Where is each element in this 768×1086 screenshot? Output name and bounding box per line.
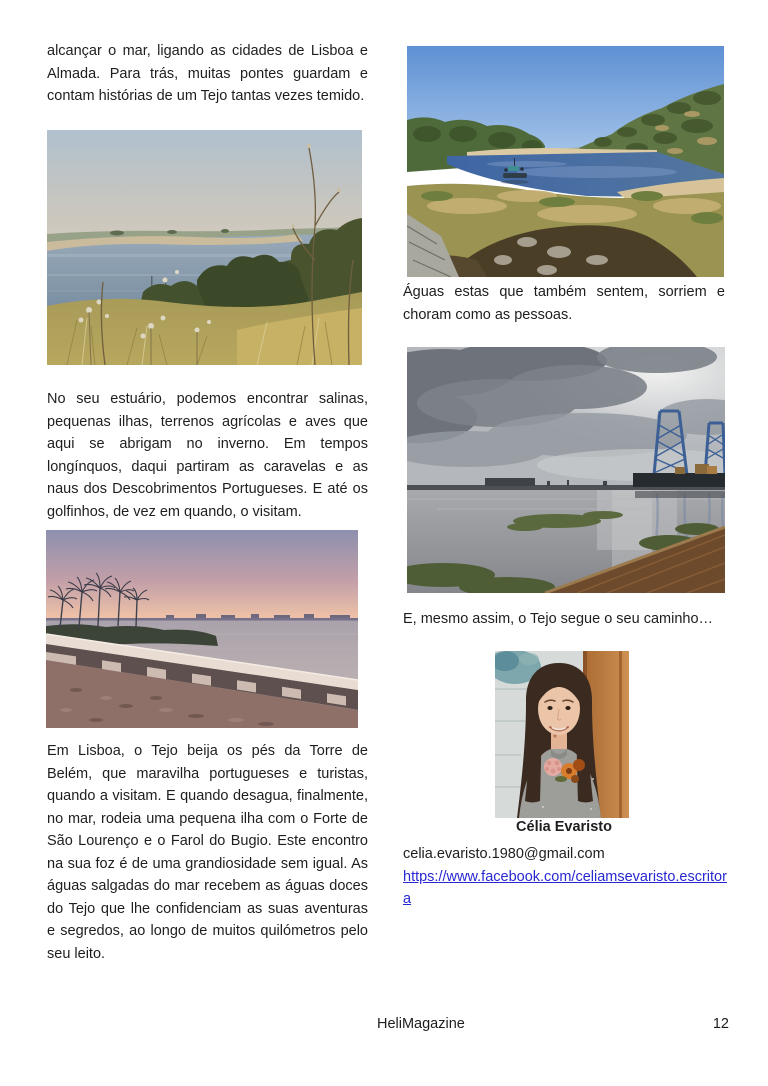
author-email: celia.evaristo.1980@gmail.com: [403, 846, 605, 862]
paragraph-intro: alcançar o mar, ligando as cidades de Lisboa e Almada. Para trás, muitas pontes guardam e contam histórias de um Tejo tantas vezes temido.: [47, 43, 368, 104]
photo-stormy-river-dock: [407, 347, 725, 593]
author-name: Célia Evaristo: [516, 819, 612, 835]
photo-author-portrait: [495, 651, 629, 818]
photo-portrait-svg: [495, 651, 629, 818]
footer-magazine-name: HeliMagazine: [377, 1016, 465, 1032]
facebook-link[interactable]: https://www.facebook.com/celiamsevaristo.escritora: [403, 868, 727, 907]
photo-river-valley: [407, 46, 724, 277]
photo-river-valley-svg: [407, 46, 724, 277]
caption-caminho: E, mesmo assim, o Tejo segue o seu caminho…: [403, 611, 714, 627]
caption-aguas: Águas estas que também sentem, sorriem e choram como as pessoas.: [403, 284, 725, 323]
paragraph-lisboa: Em Lisboa, o Tejo beija os pés da Torre de Belém, que maravilha portugueses e turistas, quando a visitam. E quando desagua, finalmente, no mar, rodeia uma pequena ilha com o Forte de São Lourenço e o Farol do Bugio. Este encontro na sua foz é de uma grandiosidade sem igual. As águas salgadas do mar recebem as águas doces do Tejo que lhe confidenciam as suas aventuras e segredos, ao longo de muitos quilómetros pelo seu leito.: [47, 743, 368, 962]
footer-page-number: 12: [712, 1016, 729, 1032]
photo-stormy-svg: [407, 347, 725, 593]
author-contact: [403, 843, 730, 911]
paragraph-estuary: No seu estuário, podemos encontrar salinas, pequenas ilhas, terrenos agrícolas e aves que aqui se abrigam no inverno. Em tempos longínquos, daqui partiram as caravelas e as naus dos Descobrimentos Portugueses. E até os golfinhos, de vez em quando, o visitam.: [47, 391, 368, 520]
